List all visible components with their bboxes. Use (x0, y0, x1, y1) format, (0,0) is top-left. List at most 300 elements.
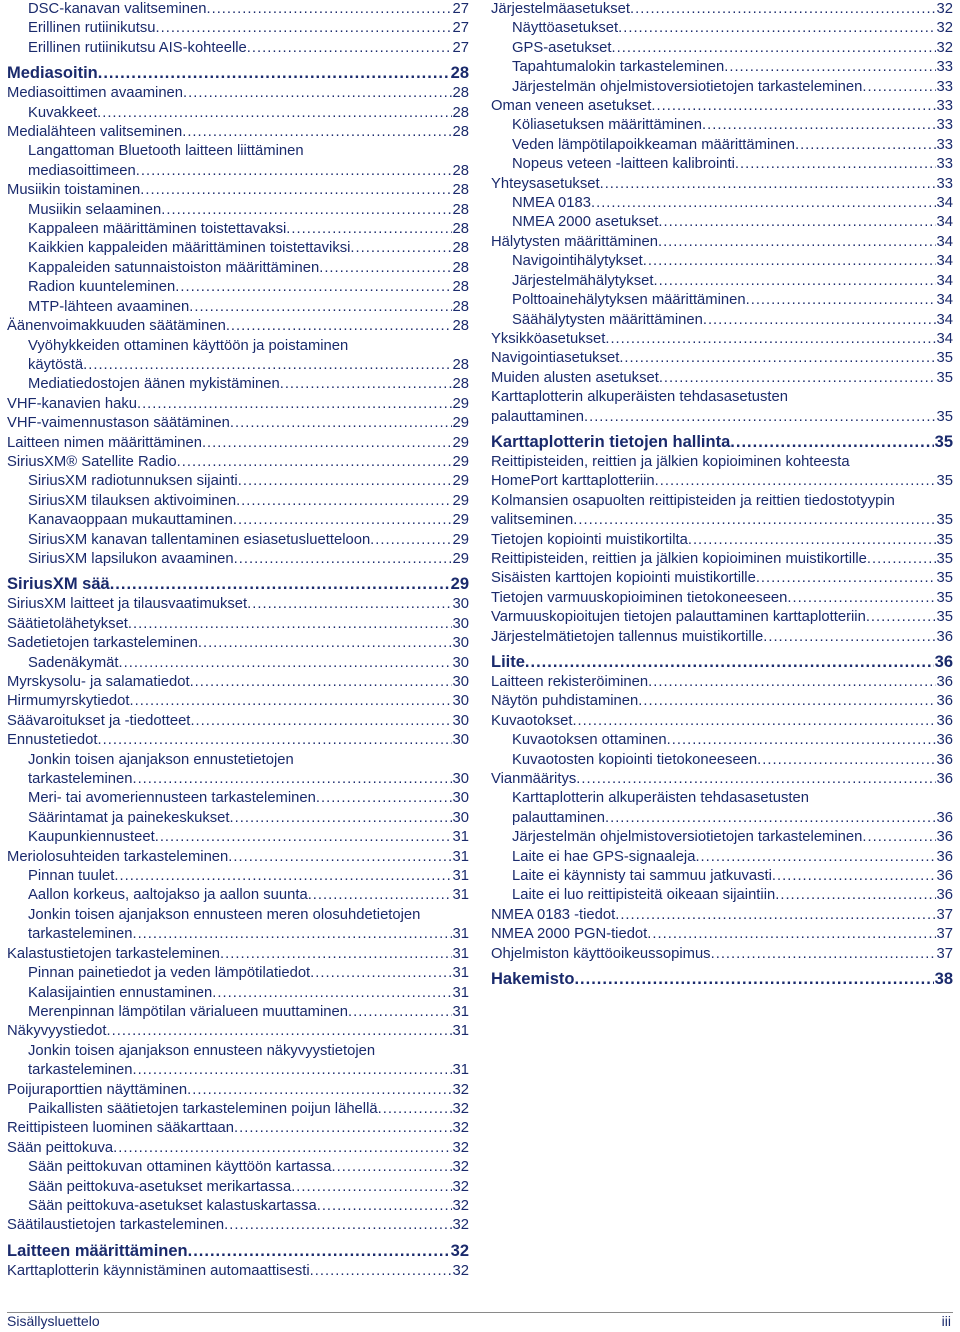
toc-entry[interactable] (7, 298, 469, 317)
toc-page-number: 36 (936, 809, 953, 826)
toc-entry[interactable] (491, 252, 953, 271)
toc-entry[interactable] (491, 233, 953, 252)
toc-entry-title: Kappaleiden satunnaistoiston määrittäminen (28, 259, 320, 276)
toc-entry[interactable] (491, 213, 953, 232)
toc-entry-title: Laite ei hae GPS-signaaleja (512, 848, 696, 865)
toc-entry[interactable] (7, 1197, 469, 1216)
toc-entry[interactable] (491, 97, 953, 116)
toc-page-number: 35 (936, 589, 953, 606)
toc-page-number: 34 (936, 233, 953, 250)
toc-entry-title: Sään peittokuva-asetukset merikartassa (28, 1178, 292, 1195)
toc-entry-title: Tietojen kopiointi muistikortilta (491, 531, 688, 548)
toc-page-number: 29 (452, 473, 469, 490)
toc-column-right (491, 0, 953, 990)
dot-leader (206, 0, 451, 19)
dot-leader (182, 123, 451, 142)
toc-entry-title: Kuvakkeet (28, 104, 98, 121)
dot-leader (655, 472, 936, 491)
toc-page-number: 29 (452, 492, 469, 509)
toc-entry[interactable] (7, 712, 469, 731)
toc-page-number: 28 (452, 124, 469, 141)
toc-entry-title: SiriusXM® Satellite Radio (7, 453, 177, 470)
toc-entry[interactable] (7, 39, 469, 58)
dot-leader (114, 867, 451, 886)
toc-chapter-entry[interactable] (7, 63, 469, 83)
toc-entry-title: Laitteen määrittäminen (7, 1241, 188, 1260)
toc-entry-title: Musiikin toistaminen (7, 182, 141, 199)
toc-entry-title: Yksikköasetukset (491, 330, 606, 347)
toc-entry[interactable] (7, 673, 469, 692)
toc-entry-title: Mediasoittimen avaaminen (7, 85, 184, 102)
dot-leader (280, 375, 452, 394)
toc-page-number: 27 (452, 39, 469, 56)
footer-page-number: iii (941, 1313, 951, 1329)
dot-leader (695, 848, 935, 867)
toc-entry[interactable] (7, 945, 469, 964)
toc-entry[interactable] (7, 867, 469, 886)
toc-page-number: 33 (936, 156, 953, 173)
toc-entry-title: Säävaroitukset ja -tiedotteet (7, 712, 191, 729)
toc-entry-title: Säätilaustietojen tarkasteleminen (7, 1217, 225, 1234)
toc-page-number: 31 (452, 1023, 469, 1040)
toc-entry[interactable] (7, 123, 469, 142)
toc-entry[interactable] (7, 654, 469, 673)
toc-page-number: 35 (936, 609, 953, 626)
toc-entry-title: Yhteysasetukset (491, 175, 600, 192)
toc-entry-title: SiriusXM tilauksen aktivoiminen (28, 492, 237, 509)
toc-entry-title: NMEA 0183 (512, 195, 591, 212)
toc-page-number: 36 (936, 868, 953, 885)
toc-chapter-entry[interactable] (491, 432, 953, 452)
toc-entry[interactable] (491, 349, 953, 368)
toc-entry[interactable] (7, 615, 469, 634)
toc-entry[interactable] (491, 886, 953, 905)
dot-leader (619, 349, 935, 368)
dot-leader (703, 311, 936, 330)
toc-entry[interactable] (7, 181, 469, 200)
toc-entry[interactable] (7, 1216, 469, 1235)
toc-entry-title: Reittipisteen luominen sääkarttaan (7, 1120, 235, 1137)
dot-leader (724, 58, 935, 77)
toc-page-number: 28 (452, 201, 469, 218)
toc-entry[interactable] (7, 595, 469, 614)
dot-leader (600, 175, 936, 194)
toc-entry[interactable] (491, 0, 953, 19)
dot-leader (659, 369, 936, 388)
dot-leader (155, 828, 452, 847)
toc-page-number: 29 (452, 453, 469, 470)
toc-entry[interactable] (7, 414, 469, 433)
toc-entry-title: Köliasetuksen määrittäminen (512, 117, 702, 134)
toc-entry-title: Kappaleen määrittäminen toistettavaksi (28, 221, 287, 238)
toc-entry-title: Järjestelmän ohjelmistoversiotietojen tarkasteleminen (512, 78, 863, 95)
dot-leader (756, 569, 936, 588)
toc-entry[interactable] (7, 142, 469, 181)
toc-entry-title: Navigointihälytykset (512, 253, 643, 270)
toc-entry[interactable] (7, 220, 469, 239)
toc-entry[interactable] (491, 692, 953, 711)
dot-leader (161, 201, 451, 220)
toc-entry-title: Vianmääritys (491, 771, 577, 788)
toc-entry-title: Merenpinnan lämpötilan värialueen muuttaminen (28, 1003, 348, 1020)
dot-leader (228, 848, 451, 867)
toc-entry[interactable] (7, 434, 469, 453)
toc-page-number: 32 (452, 1217, 469, 1234)
toc-entry-title: Musiikin selaaminen (28, 201, 162, 218)
dot-leader (763, 628, 935, 647)
toc-page-number: 35 (936, 570, 953, 587)
dot-leader (130, 692, 452, 711)
dot-leader (653, 272, 935, 291)
toc-entry[interactable] (7, 550, 469, 569)
toc-page-number: 28 (452, 221, 469, 238)
toc-entry-title: Kaikkien kappaleiden määrittäminen toistettaviksi (28, 240, 351, 257)
toc-entry[interactable] (7, 259, 469, 278)
dot-leader (702, 116, 936, 135)
toc-entry-title: Järjestelmähälytykset (512, 272, 654, 289)
toc-entry[interactable] (7, 1262, 469, 1281)
toc-chapter-entry[interactable] (7, 1241, 469, 1261)
toc-entry[interactable] (491, 453, 953, 492)
dot-leader (316, 789, 452, 808)
toc-entry-title: Sään peittokuva-asetukset kalastuskartassa (28, 1197, 317, 1214)
toc-entry[interactable] (7, 1081, 469, 1100)
toc-entry[interactable] (7, 984, 469, 1003)
toc-entry[interactable] (491, 388, 953, 427)
toc-page-number: 31 (452, 926, 469, 943)
toc-entry[interactable] (7, 1003, 469, 1022)
toc-page-number: 30 (452, 771, 469, 788)
dot-leader (615, 906, 935, 925)
toc-page-number: 35 (936, 550, 953, 567)
toc-entry-title: VHF-kanavien haku (7, 395, 137, 412)
toc-entry-title: käytöstä (28, 356, 84, 373)
dot-leader (202, 434, 452, 453)
dot-leader (107, 1022, 452, 1041)
toc-page-number: 32 (452, 1159, 469, 1176)
toc-entry-title: Säärintamat ja painekeskukset (28, 809, 230, 826)
dot-leader (612, 39, 936, 58)
dot-leader (576, 770, 935, 789)
toc-entry[interactable] (7, 1139, 469, 1158)
toc-page-number: 37 (936, 926, 953, 943)
toc-entry-title-line: Karttaplotterin alkuperäisten tehdasasetusten (512, 790, 809, 807)
toc-entry[interactable] (491, 906, 953, 925)
toc-entry[interactable] (491, 712, 953, 731)
toc-page-number: 32 (936, 1, 953, 17)
toc-page-number: 36 (936, 771, 953, 788)
dot-leader (177, 453, 452, 472)
toc-entry-title: Järjestelmätietojen tallennus muistikortille (491, 628, 764, 645)
dot-leader (234, 1119, 452, 1138)
toc-entry-title-line: Jonkin toisen ajanjakson ennusteen meren olosuhdetietojen (28, 906, 421, 923)
dot-leader (648, 673, 935, 692)
toc-entry[interactable] (7, 1178, 469, 1197)
toc-entry[interactable] (7, 104, 469, 123)
toc-entry[interactable] (491, 39, 953, 58)
toc-entry[interactable] (7, 634, 469, 653)
toc-entry-title: Sadetietojen tarkasteleminen (7, 635, 198, 652)
toc-entry-title: Veden lämpötilapoikkeaman määrittäminen (512, 136, 795, 153)
toc-page-number: 27 (452, 1, 469, 17)
dot-leader (187, 1081, 451, 1100)
toc-page-number: 28 (452, 104, 469, 121)
toc-page-number: 30 (452, 809, 469, 826)
dot-leader (234, 550, 452, 569)
toc-entry-title: tarkasteleminen (28, 771, 133, 788)
dot-leader (286, 220, 451, 239)
toc-entry-title-line: Reittipisteiden, reittien ja jälkien kopioiminen kohteesta (491, 453, 850, 470)
toc-entry[interactable] (7, 395, 469, 414)
dot-leader (667, 731, 936, 750)
toc-chapter-entry[interactable] (491, 969, 953, 989)
toc-entry[interactable] (7, 492, 469, 511)
toc-entry-title: Kaupunkiennusteet (28, 829, 155, 846)
dot-leader (97, 104, 451, 123)
toc-entry[interactable] (7, 1042, 469, 1081)
toc-entry-title: Erillinen rutiinikutsu (28, 20, 156, 37)
toc-page-number: 30 (452, 635, 469, 652)
toc-entry-title: Laite ei käynnisty tai sammuu jatkuvasti (512, 868, 772, 885)
toc-entry[interactable] (7, 1119, 469, 1138)
dot-leader (310, 1262, 452, 1281)
toc-page-number: 29 (452, 434, 469, 451)
toc-entry-title: Nopeus veteen -laitteen kalibrointi (512, 156, 735, 173)
toc-page-number: 28 (452, 182, 469, 199)
toc-entry[interactable] (491, 673, 953, 692)
toc-entry[interactable] (7, 751, 469, 790)
toc-entry[interactable] (7, 964, 469, 983)
dot-leader (730, 432, 933, 452)
toc-entry-title: Muiden alusten asetukset (491, 369, 659, 386)
dot-leader (189, 298, 451, 317)
dot-leader (573, 511, 935, 530)
toc-entry[interactable] (7, 19, 469, 38)
toc-entry[interactable] (491, 175, 953, 194)
dot-leader (319, 259, 451, 278)
toc-entry[interactable] (7, 1158, 469, 1177)
toc-entry[interactable] (491, 945, 953, 964)
dot-leader (226, 317, 452, 336)
toc-entry[interactable] (491, 531, 953, 550)
dot-leader (175, 278, 451, 297)
dot-leader (862, 828, 935, 847)
toc-entry[interactable] (7, 472, 469, 491)
toc-entry[interactable] (7, 511, 469, 530)
toc-entry[interactable] (491, 78, 953, 97)
dot-leader (795, 136, 936, 155)
toc-page-number: 35 (936, 408, 953, 425)
toc-page-number: 32 (936, 39, 953, 56)
toc-entry[interactable] (491, 369, 953, 388)
dot-leader (188, 1241, 450, 1261)
toc-entry[interactable] (491, 136, 953, 155)
toc-entry[interactable] (491, 492, 953, 531)
toc-entry-title: Erillinen rutiinikutsu AIS-kohteelle (28, 39, 247, 56)
toc-entry[interactable] (7, 375, 469, 394)
dot-leader (247, 39, 452, 58)
toc-entry[interactable] (7, 1100, 469, 1119)
toc-page-number: 32 (452, 1178, 469, 1195)
dot-leader (735, 155, 936, 174)
toc-entry[interactable] (491, 751, 953, 770)
toc-entry[interactable] (491, 311, 953, 330)
toc-entry-title: Hälytysten määrittäminen (491, 233, 658, 250)
toc-page-number: 29 (452, 415, 469, 432)
toc-page-number: 29 (452, 531, 469, 548)
dot-leader (308, 886, 452, 905)
toc-entry-title: Mediatiedostojen äänen mykistäminen (28, 376, 280, 393)
toc-entry-title: SiriusXM sää (7, 575, 110, 594)
dot-leader (605, 809, 936, 828)
toc-entry[interactable] (7, 84, 469, 103)
toc-entry[interactable] (491, 116, 953, 135)
toc-entry-title: palauttaminen (512, 809, 605, 826)
toc-page-number: 35 (936, 531, 953, 548)
dot-leader (605, 330, 935, 349)
toc-entry[interactable] (491, 291, 953, 310)
toc-page-number: 32 (936, 20, 953, 37)
toc-entry-title: Näkyvyystiedot (7, 1023, 107, 1040)
toc-entry[interactable] (491, 770, 953, 789)
toc-page-number: 30 (452, 674, 469, 690)
dot-leader (220, 945, 452, 964)
toc-entry-title: Karttaplotterin tietojen hallinta (491, 432, 731, 451)
toc-entry-title: Karttaplotterin käynnistäminen automaattisesti (7, 1262, 310, 1279)
toc-page-number: 35 (936, 512, 953, 529)
dot-leader (775, 886, 935, 905)
dot-leader (233, 511, 452, 530)
toc-page-number: 28 (452, 162, 469, 179)
dot-leader (746, 291, 936, 310)
dot-leader (212, 984, 451, 1003)
toc-entry[interactable] (491, 608, 953, 627)
toc-entry[interactable] (7, 906, 469, 945)
toc-page-number: 30 (452, 790, 469, 807)
toc-entry-title: Kuvaotokset (491, 712, 573, 729)
toc-entry[interactable] (7, 317, 469, 336)
dot-leader (688, 531, 936, 550)
toc-page-number: 32 (450, 1241, 469, 1260)
dot-leader (658, 233, 936, 252)
toc-entry[interactable] (7, 337, 469, 376)
dot-leader (638, 692, 935, 711)
toc-entry[interactable] (491, 58, 953, 77)
toc-entry-title: Kuvaotosten kopiointi tietokoneeseen (512, 751, 758, 768)
toc-entry[interactable] (491, 155, 953, 174)
toc-entry[interactable] (7, 692, 469, 711)
toc-entry-title: Aallon korkeus, aaltojakso ja aallon suunta (28, 887, 308, 904)
dot-leader (98, 63, 450, 83)
toc-page-number: 36 (936, 829, 953, 846)
toc-page-number: 34 (936, 195, 953, 212)
dot-leader (350, 239, 451, 258)
toc-entry-title: Liite (491, 653, 525, 671)
toc-entry-title: Näytön puhdistaminen (491, 693, 639, 710)
toc-page-number: 30 (452, 712, 469, 729)
toc-page-number: 34 (936, 272, 953, 289)
toc-entry-title: tarkasteleminen (28, 1062, 133, 1079)
toc-entry[interactable] (7, 1022, 469, 1041)
toc-chapter-entry[interactable] (491, 652, 953, 672)
toc-page-number: 30 (452, 693, 469, 710)
dot-leader (711, 945, 936, 964)
dot-leader (128, 615, 452, 634)
toc-entry-title: Laitteen nimen määrittäminen (7, 434, 202, 451)
toc-entry-title: Sadenäkymät (28, 654, 119, 671)
toc-entry-title-line: Jonkin toisen ajanjakson ennustetietojen (28, 751, 294, 768)
toc-page-number: 35 (936, 369, 953, 386)
toc-page-number: 36 (934, 653, 953, 671)
toc-entry[interactable] (7, 731, 469, 750)
toc-entry-title: Näyttöasetukset (512, 20, 619, 37)
toc-page-number: 28 (452, 376, 469, 393)
toc-entry[interactable] (491, 628, 953, 647)
toc-entry[interactable] (491, 19, 953, 38)
toc-entry[interactable] (7, 886, 469, 905)
toc-chapter-entry[interactable] (7, 574, 469, 594)
toc-entry[interactable] (7, 0, 469, 19)
toc-entry-title: GPS-asetukset (512, 39, 612, 56)
dot-leader (867, 550, 936, 569)
toc-entry[interactable] (7, 848, 469, 867)
toc-page-number: 35 (936, 350, 953, 367)
toc-page-number: 31 (452, 965, 469, 982)
toc-entry[interactable] (491, 330, 953, 349)
toc-entry[interactable] (7, 828, 469, 847)
toc-page-number: 28 (450, 64, 469, 83)
toc-entry[interactable] (7, 453, 469, 472)
toc-entry[interactable] (491, 828, 953, 847)
toc-page-number: 34 (936, 214, 953, 231)
toc-entry[interactable] (491, 589, 953, 608)
toc-entry[interactable] (491, 569, 953, 588)
dot-leader (378, 1100, 452, 1119)
toc-entry-title: Äänenvoimakkuuden säätäminen (7, 318, 226, 335)
toc-entry[interactable] (491, 550, 953, 569)
toc-entry-title: Kanavaoppaan mukauttaminen (28, 512, 233, 529)
toc-entry[interactable] (7, 278, 469, 297)
dot-leader (591, 194, 936, 213)
toc-entry[interactable] (491, 925, 953, 944)
toc-entry-title-line: Langattoman Bluetooth laitteen liittäminen (28, 143, 304, 160)
toc-page-number: 32 (452, 1120, 469, 1137)
toc-entry[interactable] (491, 848, 953, 867)
dot-leader (98, 731, 452, 750)
toc-entry-title: Varmuuskopioitujen tietojen palauttaminen karttaplotteriin (491, 609, 866, 626)
toc-entry[interactable] (7, 531, 469, 550)
toc-entry[interactable] (491, 194, 953, 213)
toc-entry[interactable] (7, 239, 469, 258)
toc-entry-title: Ohjelmiston käyttöoikeussopimus (491, 945, 711, 962)
toc-page-number: 32 (452, 1139, 469, 1156)
toc-entry[interactable] (491, 867, 953, 886)
toc-entry-title: Kuvaotoksen ottaminen (512, 732, 667, 749)
toc-page-number: 31 (452, 868, 469, 885)
footer-section-title: Sisällysluettelo (7, 1313, 100, 1329)
toc-entry[interactable] (7, 201, 469, 220)
toc-entry[interactable] (491, 731, 953, 750)
dot-leader (137, 395, 452, 414)
toc-entry[interactable] (7, 789, 469, 808)
dot-leader (140, 181, 451, 200)
toc-entry[interactable] (7, 809, 469, 828)
toc-entry[interactable] (491, 272, 953, 291)
toc-entry-title-line: Vyöhykkeiden ottaminen käyttöön ja poistaminen (28, 337, 349, 354)
dot-leader (190, 712, 451, 731)
toc-entry[interactable] (491, 789, 953, 828)
toc-entry-title: MTP-lähteen avaaminen (28, 298, 190, 315)
